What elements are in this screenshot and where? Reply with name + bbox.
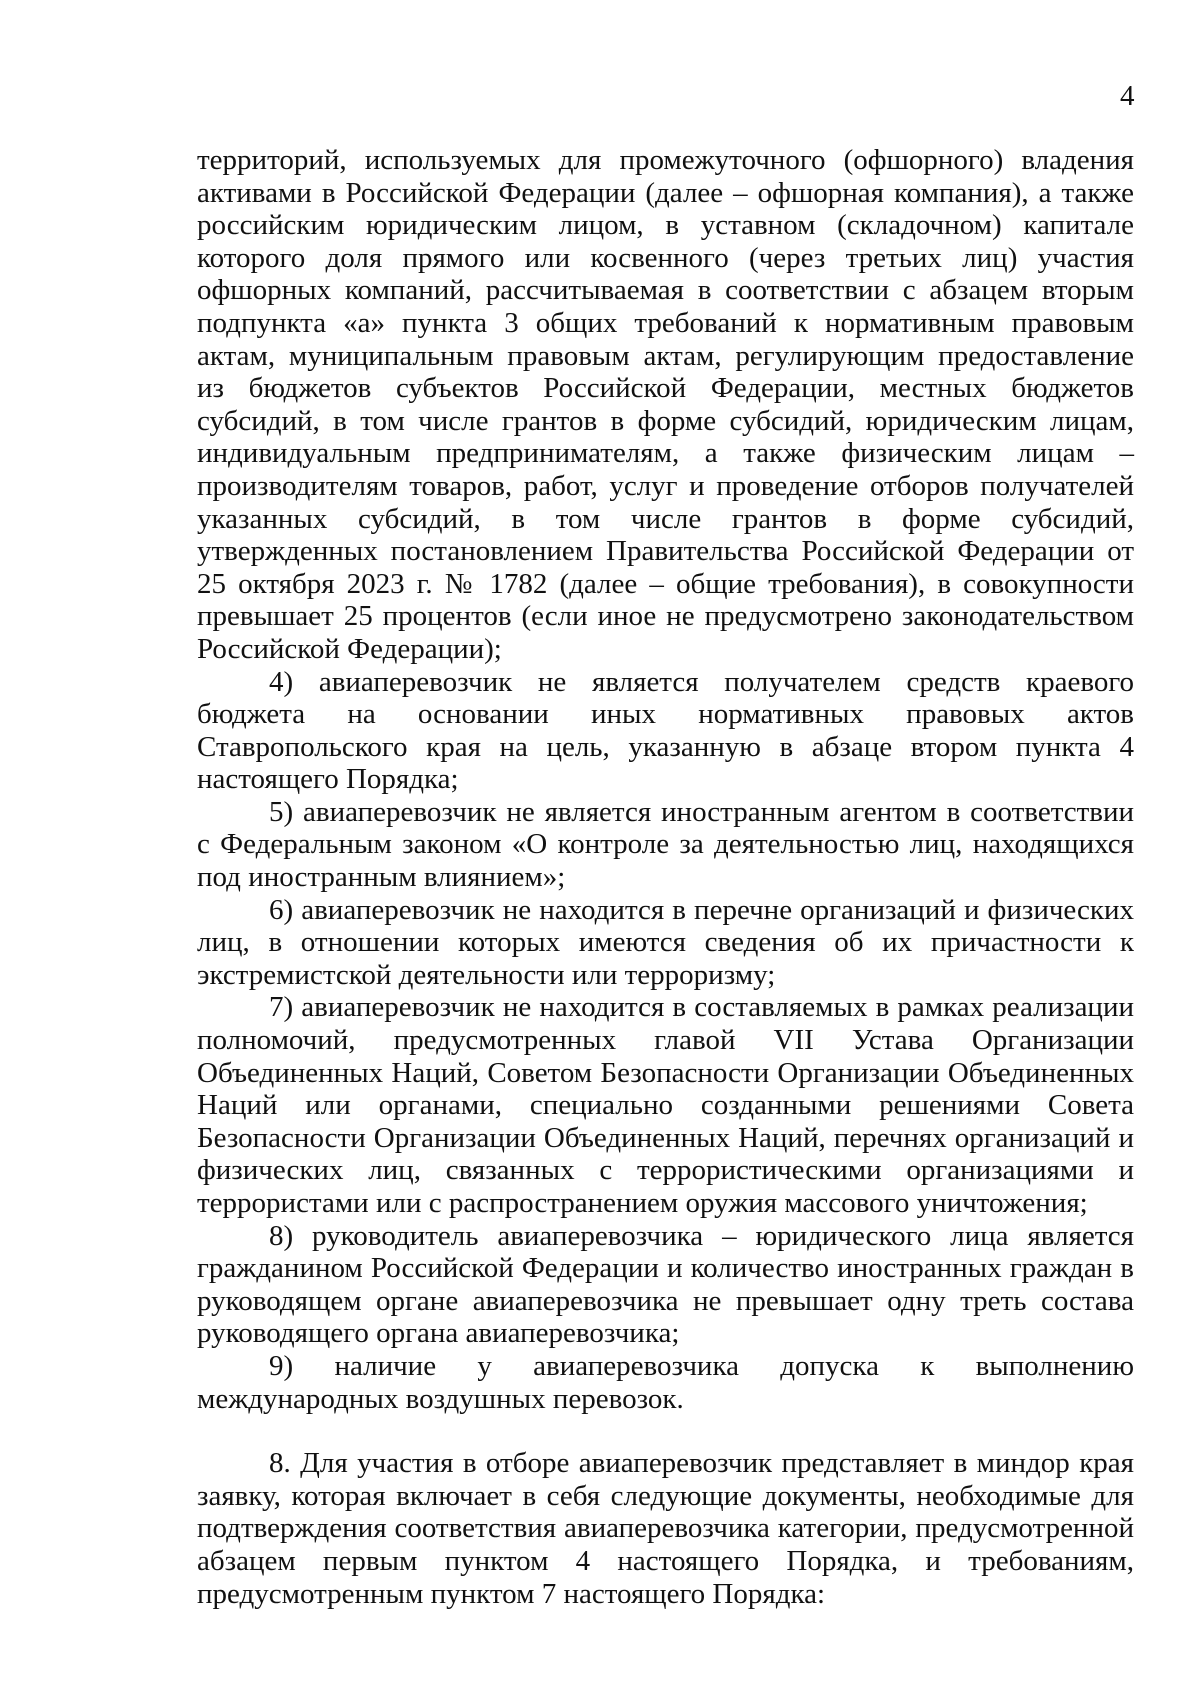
paragraph-item-9: 9) наличие у авиаперевозчика допуска к выполнению международных воздушных перевозок. <box>197 1349 1134 1415</box>
paragraph-offshore-continuation: территорий, используемых для промежуточного (офшорного) владения активами в Российской Федерации (далее – офшорная компания), а также российским юридическим лицом, в уставном (складочном) капитале которого доля прямого или косвенного (через третьих лиц) участия офшорных компаний, рассчитываемая в соответствии с абзацем вторым подпункта «а» пункта 3 общих требований к нормативным правовым актам, муниципальным правовым актам, регулирующим предоставление из бюджетов субъектов Российской Федерации, местных бюджетов субсидий, в том числе грантов в форме субсидий, юридическим лицам, индивидуальным предпринимателям, а также физическим лицам – производителям товаров, работ, услуг и проведение отборов получателей указанных субсидий, в том числе грантов в форме субсидий, утвержденных постановлением Правительства Российской Федерации от 25 октября 2023 г. № 1782 (далее – общие требования), в совокупности превышает 25 процентов (если иное не предусмотрено законодательством Российской Федерации); <box>197 144 1134 665</box>
paragraph-item-7: 7) авиаперевозчик не находится в составляемых в рамках реализации полномочий, предусмотренных главой VII Устава Организации Объединенных Наций, Советом Безопасности Организации Объединенных Наций или органами, специально созданными решениями Совета Безопасности Организации Объединенных Наций, перечнях организаций и физических лиц, связанных с террористическими организациями и террористами или с распространением оружия массового уничтожения; <box>197 991 1134 1219</box>
paragraph-item-8: 8) руководитель авиаперевозчика – юридического лица является гражданином Российской Федерации и количество иностранных граждан в руководящем органе авиаперевозчика не превышает одну треть состава руководящего органа авиаперевозчика; <box>197 1219 1134 1350</box>
paragraph-section-8: 8. Для участия в отборе авиаперевозчик представляет в миндор края заявку, которая включает в себя следующие документы, необходимые для подтверждения соответствия авиаперевозчика категории, предусмотренной абзацем первым пунктом 4 настоящего Порядка, и требованиям, предусмотренным пунктом 7 настоящего Порядка: <box>197 1447 1134 1610</box>
document-body <box>197 144 1134 1610</box>
paragraph-item-6: 6) авиаперевозчик не находится в перечне организаций и физических лиц, в отношении которых имеются сведения об их причастности к экстремистской деятельности или терроризму; <box>197 893 1134 991</box>
paragraph-item-5: 5) авиаперевозчик не является иностранным агентом в соответствии с Федеральным законом «О контроле за деятельностью лиц, находящихся под иностранным влиянием»; <box>197 795 1134 894</box>
paragraph-item-4: 4) авиаперевозчик не является получателем средств краевого бюджета на основании иных нормативных правовых актов Ставропольского края на цель, указанную в абзаце втором пункта 4 настоящего Порядка; <box>197 665 1134 796</box>
page-number: 4 <box>1120 80 1135 112</box>
